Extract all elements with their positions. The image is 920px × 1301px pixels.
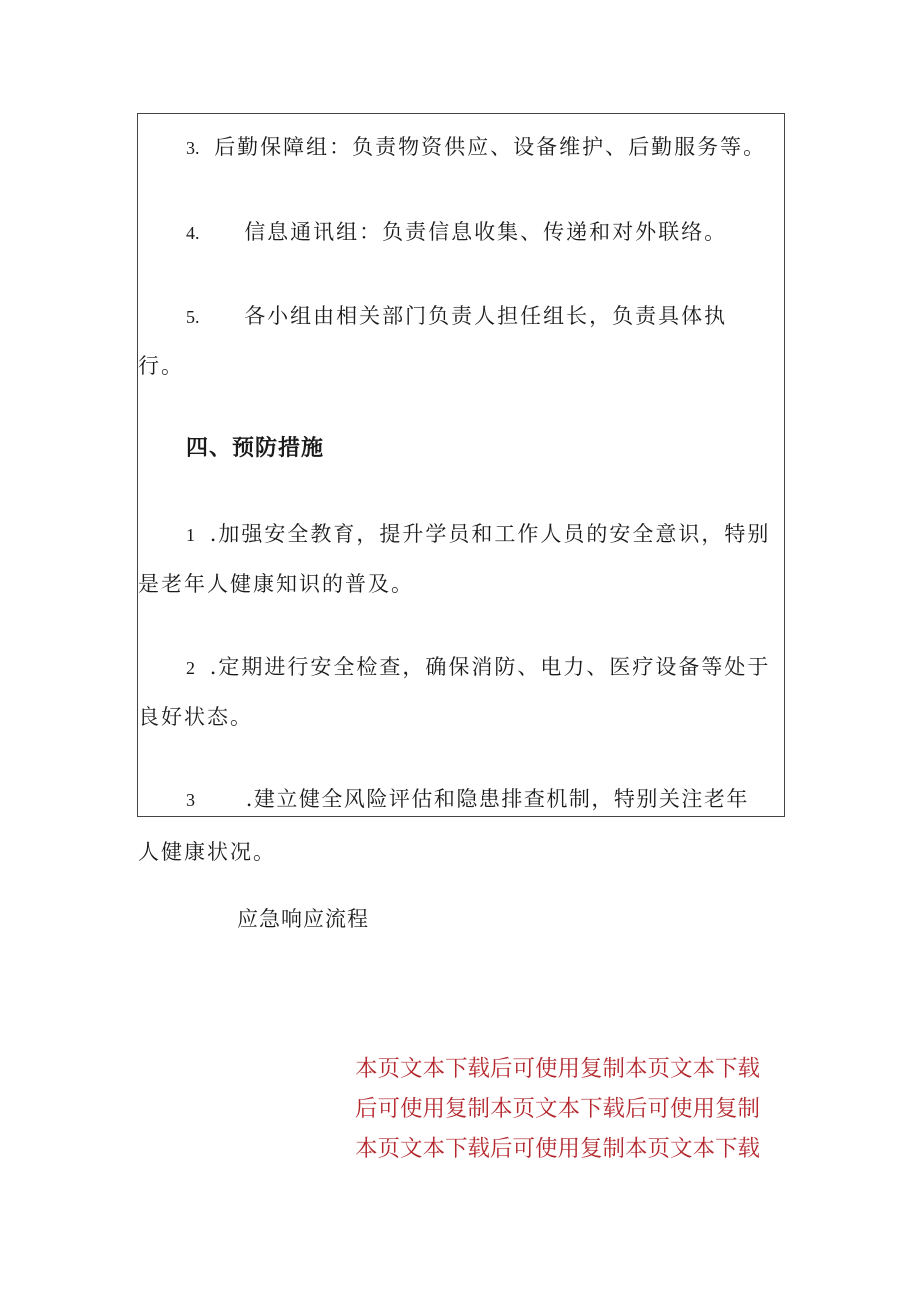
prevention-item-3-continuation: 人健康状况。 — [138, 840, 276, 864]
item-number: 3 — [186, 790, 195, 810]
item-number: 1 — [186, 525, 195, 545]
prevention-item-2 — [186, 653, 770, 682]
item-text: .加强安全教育，提升学员和工作人员的安全意识，特别 — [209, 522, 771, 546]
watermark-line-1: 本页文本下载后可使用复制本页文本下载 — [355, 1056, 761, 1082]
item-number: 3. — [186, 138, 200, 158]
watermark-line-3: 本页文本下载后可使用复制本页文本下载 — [355, 1136, 761, 1162]
next-section-title: 应急响应流程 — [237, 907, 369, 931]
item-text: 信息通讯组：负责信息收集、传递和对外联络。 — [244, 220, 728, 244]
org-item-4 — [186, 218, 727, 247]
prevention-item-2-continuation: 良好状态。 — [138, 705, 253, 729]
watermark-line-2: 后可使用复制本页文本下载后可使用复制 — [355, 1096, 761, 1122]
org-item-5 — [186, 302, 727, 331]
org-item-5-continuation: 行。 — [138, 354, 184, 378]
item-text: .定期进行安全检查，确保消防、电力、医疗设备等处于 — [209, 655, 771, 679]
org-item-3 — [186, 133, 766, 162]
item-text: 后勤保障组：负责物资供应、设备维护、后勤服务等。 — [214, 135, 767, 159]
prevention-item-3 — [186, 785, 749, 814]
item-text: 各小组由相关部门负责人担任组长，负责具体执 — [244, 304, 728, 328]
item-number: 4. — [186, 223, 200, 243]
section-heading: 四、预防措施 — [186, 436, 325, 461]
item-text: .建立健全风险评估和隐患排查机制，特别关注老年 — [245, 787, 749, 811]
prevention-item-1 — [186, 520, 770, 549]
item-number: 5. — [186, 307, 200, 327]
prevention-item-1-continuation: 是老年人健康知识的普及。 — [138, 572, 414, 596]
item-number: 2 — [186, 658, 195, 678]
